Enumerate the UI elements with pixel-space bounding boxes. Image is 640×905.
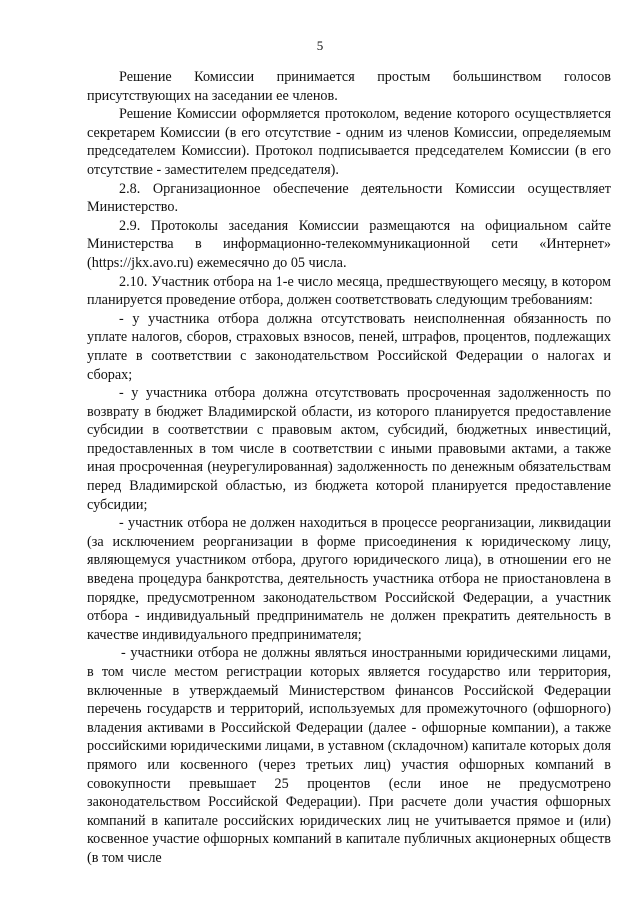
paragraph-2-8: 2.8. Организационное обеспечение деятельности Комиссии осуществляет Министерство. xyxy=(87,180,611,216)
page-number: 5 xyxy=(316,38,324,53)
requirement-no-offshore: - участники отбора не должны являться иностранными юридическими лицами, в том числе местом регистрации которых является государство или территория, включенные в утверждаемый Министерством финансов Российской Федерации перечень государств и территорий, используемых для промежуточного (офшорного) владения активами в Российской Федерации (далее - офшорные компании), а также российскими юридическими лицами, в уставном (складочном) капитале которых доля прямого или косвенного (через третьих лиц) участия офшорных компаний в совокупности превышает 25 процентов (если иное не предусмотрено законодательством Российской Федерации). При расчете доли участия офшорных компаний в капитале российских юридических лиц не учитывается прямое и (или) косвенное участие офшорных компаний в капитале публичных акционерных обществ (в том числе xyxy=(87,645,611,866)
paragraph-2-10: 2.10. Участник отбора на 1-е число месяца, предшествующего месяцу, в котором планируется проведение отбора, должен соответствовать следующим требованиям: xyxy=(87,273,611,309)
paragraph-decision-majority: Решение Комиссии принимается простым большинством голосов присутствующих на заседании ее членов. xyxy=(87,69,611,104)
paragraph-decision-protocol: Решение Комиссии оформляется протоколом, ведение которого осуществляется секретарем Комиссии (в его отсутствие - одним из членов Комиссии, определяемым председателем Комиссии). Протокол подписывается председателем Комиссии (в его отсутствие - заместителем председателя). xyxy=(87,106,611,178)
document-body xyxy=(87,68,611,868)
paragraph-2-9: 2.9. Протоколы заседания Комиссии размещаются на официальном сайте Министерства в информационно-телекоммуникационной сети «Интернет» (https://jkx.avo.ru) ежемесячно до 05 числа. xyxy=(87,217,611,271)
requirement-no-tax-debt: - у участника отбора должна отсутствовать неисполненная обязанность по уплате налогов, сборов, страховых взносов, пеней, штрафов, процентов, подлежащих уплате в соответствии с законодательством Российской Федерации о налогах и сборах; xyxy=(87,310,611,383)
requirement-no-reorganization: - участник отбора не должен находиться в процессе реорганизации, ликвидации (за исключением реорганизации в форме присоединения к юридическому лицу, являющемуся участником отбора, другого юридического лица), в отношении его не введена процедура банкротства, деятельность участника отбора не приостановлена в порядке, предусмотренном законодательством Российской Федерации, а участник отбора - индивидуальный предприниматель не должен прекратить деятельность в качестве индивидуального предпринимателя; xyxy=(87,515,611,643)
requirement-no-overdue-debt: - у участника отбора должна отсутствовать просроченная задолженность по возврату в бюджет Владимирской области, из которого планируется предоставление субсидии в соответствии с правовым актом, субсидий, бюджетных инвестиций, предоставленных в том числе в соответствии с иными правовыми актами, а также иная просроченная (неурегулированная) задолженность по денежным обязательствам перед Владимирской областью, из бюджета которой планируется предоставление субсидии; xyxy=(87,385,611,513)
